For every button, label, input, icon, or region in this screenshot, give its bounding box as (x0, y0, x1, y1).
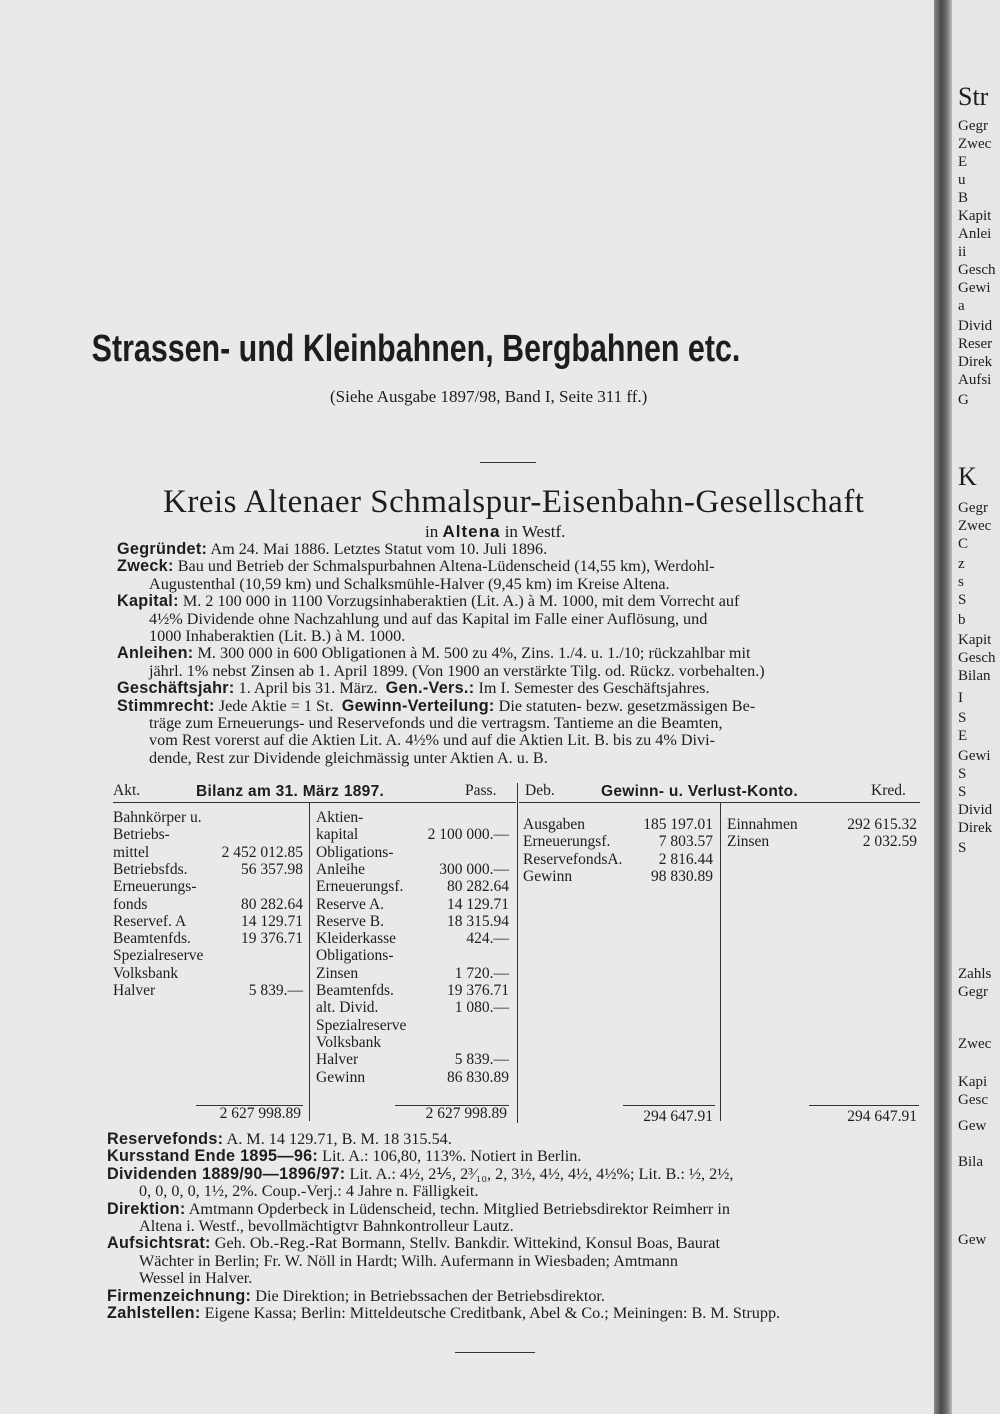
section-title: Strassen- und Kleinbahnen, Bergbahnen etc. (91, 328, 741, 370)
fragment-text: Gesch (958, 650, 996, 666)
ledger-label: Anleihe (316, 860, 366, 878)
sum-rule (809, 1105, 919, 1106)
paragraph-firmenzeichnung: Firmenzeichnung: Die Direktion; in Betriebssachen der Betriebsdirektor. (107, 1286, 605, 1305)
ledger-value: 98 830.89 (651, 867, 713, 885)
fragment-text: B (958, 190, 969, 206)
ledger-label: Zinsen (316, 964, 359, 982)
ledger-value: 300 000.— (439, 860, 509, 878)
paragraph-line: 1000 Inhaberaktien (Lit. B.) à M. 1000. (149, 627, 406, 646)
paragraph-geschaeftsjahr: Geschäftsjahr: 1. April bis 31. März. Gen.-Vers.: Im I. Semester des Geschäftsjahres. (117, 679, 710, 698)
paragraph-line: jährl. 1% nebst Zinsen ab 1. April 1899. (Von 1900 an verstärkte Tilg. od. Rückz. vorbehalten.) (149, 661, 765, 680)
fragment-text: b (958, 612, 966, 628)
ledger-label: Reservef. A (113, 912, 187, 930)
fragment-text: E (958, 154, 968, 170)
ledger-label: Betriebs- (113, 826, 170, 844)
ledger-value: 7 803.57 (658, 833, 713, 851)
ledger-value: 292 615.32 (847, 816, 917, 833)
balance-sheet (113, 783, 516, 1135)
paragraph-reservefonds: Reservefonds: A. M. 14 129.71, B. M. 18 315.54. (107, 1130, 452, 1148)
ledger-value: 1 080.— (454, 999, 509, 1017)
fragment-text: Gegr (958, 500, 988, 516)
sum-rule (623, 1105, 715, 1106)
fragment-text: Reser (958, 336, 993, 352)
paragraph-line: 0, 0, 0, 0, 1½, 2%. Coup.-Verj.: 4 Jahre n. Fälligkeit. (139, 1182, 479, 1201)
fragment-text: S (958, 784, 967, 800)
guv-left-header: Deb. (525, 782, 555, 799)
ledger-value: 86 830.89 (447, 1068, 509, 1086)
ledger-label: Bahnkörper u. (113, 809, 202, 826)
total-passiva: 2 627 998.89 (425, 1105, 507, 1122)
company-title: Kreis Altenaer Schmalspur-Eisenbahn-Gesellschaft (163, 484, 865, 520)
paragraph-stimmrecht: Stimmrecht: Jede Aktie = 1 St. Gewinn-Verteilung: Die statuten- bezw. gesetzmässigen Be- (117, 696, 756, 715)
column-divider (517, 783, 518, 1123)
fragment-text: Zwec (958, 1036, 992, 1052)
paragraph-line: Wessel in Halver. (139, 1269, 253, 1288)
column-divider (309, 803, 310, 1121)
fragment-text: C (958, 536, 969, 552)
fragment-text: Zwec (958, 518, 992, 534)
fragment-text: Zahls (958, 966, 992, 982)
paragraph-gegruendet: Gegründet: Am 24. Mai 1886. Letztes Statut vom 10. Juli 1896. (117, 540, 548, 558)
ledger-label: Halver (113, 982, 156, 999)
balance-title: Bilanz am 31. März 1897. (196, 783, 385, 800)
fragment-text: S (958, 840, 967, 856)
ledger-value: 2 816.44 (658, 850, 713, 868)
paragraph-aufsichtsrat: Aufsichtsrat: Geh. Ob.-Reg.-Rat Bormann, Stellv. Bankdir. Wittekind, Konsul Boas, Baurat (107, 1234, 720, 1253)
ledger-label: Beamtenfds. (316, 982, 394, 999)
total-credit: 294 647.91 (847, 1108, 917, 1125)
ledger-label: Einnahmen (727, 816, 798, 833)
ledger-label: Reserve A. (316, 895, 385, 913)
ledger-value: 14 129.71 (447, 895, 509, 913)
profit-loss-account (519, 783, 920, 1135)
fragment-text: Divid (958, 802, 993, 818)
ledger-value: 19 376.71 (447, 982, 509, 999)
fragment-text: G (958, 392, 969, 408)
paragraph-line: Altena i. Westf., bevollmächtigtvr Bahnkontrolleur Lautz. (139, 1217, 514, 1236)
company-city: Altena (442, 522, 501, 541)
rule (113, 802, 516, 803)
company-details (117, 541, 932, 767)
ledger-label: Kleiderkasse (316, 930, 397, 948)
ledger-value: 185 197.01 (643, 816, 713, 833)
fragment-text: Kapi (958, 1074, 988, 1090)
ledger-label: Halver (316, 1051, 359, 1069)
fragment-text: S (958, 710, 967, 726)
fragment-text: Bilan (958, 668, 991, 684)
ledger-value: 14 129.71 (241, 912, 303, 930)
ledger-value: 1 720.— (454, 964, 509, 982)
divider (480, 462, 536, 463)
ledger-label: Beamtenfds. (113, 930, 191, 948)
reference-note: (Siehe Ausgabe 1897/98, Band I, Seite 311 ff.) (330, 387, 648, 406)
fragment-text: Str (958, 82, 989, 111)
fragment-text: Kapit (958, 632, 992, 648)
ledger-label: Ausgaben (523, 816, 585, 833)
fragment-text: Gewi (958, 748, 991, 764)
fragment-text: ii (958, 244, 967, 260)
fragment-text: s (958, 574, 964, 590)
ledger-label: Spezialreserve (316, 1016, 407, 1034)
paragraph-direktion: Direktion: Amtmann Opderbeck in Lüdenscheid, techn. Mitglied Betriebsdirektor Reimherr in (107, 1199, 730, 1218)
fragment-text: Anlei (958, 226, 992, 242)
ledger-label: Obligations- (316, 947, 394, 965)
paragraph-line: 4½% Dividende ohne Nachzahlung und auf das Kapital im Falle einer Auflösung, und (149, 609, 708, 628)
paragraph-zweck: Zweck: Bau und Betrieb der Schmalspurbahnen Altena-Lüdenscheid (14,55 km), Werdohl- (117, 557, 715, 576)
ledger-value: 5 839.— (248, 982, 303, 999)
fragment-text: Direk (958, 354, 993, 370)
end-divider (455, 1352, 535, 1353)
ledger-label: Erneuerungsf. (523, 833, 611, 851)
total-debit: 294 647.91 (643, 1108, 713, 1125)
guv-right-header: Kred. (871, 782, 906, 799)
fragment-text: K (958, 462, 977, 491)
ledger-label: alt. Divid. (316, 999, 379, 1017)
ledger-label: mittel (113, 843, 150, 861)
fragment-text: Aufsi (958, 372, 992, 388)
fragment-text: Gegr (958, 118, 988, 134)
balance-left-header: Akt. (113, 782, 141, 799)
ledger-label: Volksbank (113, 964, 179, 982)
ledger-label: ReservefondsA. (523, 850, 623, 868)
ledger-label: Gewinn (316, 1068, 366, 1086)
ledger-label: kapital (316, 826, 359, 844)
fragment-text: a (958, 298, 965, 314)
footer-details (107, 1131, 922, 1322)
fragment-text: Direk (958, 820, 993, 836)
paragraph-line: dende, Rest zur Dividende gleichmässig unter Aktien A. u. B. (149, 748, 548, 767)
ledger-label: Zinsen (727, 833, 770, 851)
ledger-value: 2 032.59 (862, 833, 917, 851)
balance-right-header: Pass. (465, 782, 497, 799)
ledger-value: 2 452 012.85 (221, 843, 303, 861)
ledger-label: Erneuerungsf. (316, 878, 404, 896)
ledger-value: 19 376.71 (241, 930, 303, 948)
book-gutter (934, 0, 952, 1414)
fragment-text: z (958, 556, 965, 572)
ledger-label: Volksbank (316, 1033, 382, 1051)
column-divider (720, 803, 721, 1121)
fragment-text: Gesch (958, 262, 996, 278)
paragraph-kursstand: Kursstand Ende 1895—96: Lit. A.: 106,80, 113%. Notiert in Berlin. (107, 1147, 582, 1166)
ledger-value: 5 839.— (454, 1051, 509, 1069)
fragment-text: Gesc (958, 1092, 988, 1108)
fragment-text: Kapit (958, 208, 992, 224)
paragraph-zahlstellen: Zahlstellen: Eigene Kassa; Berlin: Mitteldeutsche Creditbank, Abel & Co.; Meiningen: B. M. Strupp. (107, 1304, 781, 1323)
fragment-text: Divid (958, 318, 993, 334)
fragment-text: E (958, 728, 968, 744)
fragment-text: Gegr (958, 984, 988, 1000)
paragraph-line: Augustenthal (10,59 km) und Schalksmühle-Halver (9,45 km) im Kreise Altena. (149, 574, 670, 593)
fragment-text: Zwec (958, 136, 992, 152)
fragment-text: I (958, 690, 963, 706)
paragraph-line: träge zum Erneuerungs- und Reservefonds und die vertragsm. Tantieme an die Beamten, (149, 714, 723, 733)
fragment-text: S (958, 592, 967, 608)
ledger-label: Erneuerungs- (113, 878, 197, 896)
company-location: in Altena in Westf. (425, 522, 566, 541)
fragment-text: S (958, 766, 967, 782)
paragraph-line: vom Rest vorerst auf die Aktien Lit. A. 4½% und auf die Aktien Lit. B. bis zu 4% Divi- (149, 731, 716, 750)
fragment-text: u (958, 172, 966, 188)
fragment-text: Gew (958, 1118, 987, 1134)
ledger-value: 80 282.64 (447, 878, 509, 896)
fragment-text: Gewi (958, 280, 991, 296)
ledger-value: 56 357.98 (241, 860, 303, 878)
ledger-value: 18 315.94 (447, 912, 509, 930)
ledger-label: Betriebsfds. (113, 860, 188, 878)
adjacent-page-fragment (952, 0, 1000, 1414)
ledger-label: Gewinn (523, 867, 573, 885)
ledger-label: Spezialreserve (113, 947, 204, 965)
paragraph-dividenden: Dividenden 1889/90—1896/97: Lit. A.: 4½, 2⅕, 2³⁄₁₀, 2, 3½, 4½, 4½, 4½%; Lit. B.: ½, 2½, (107, 1164, 734, 1183)
ledger-label: Obligations- (316, 843, 394, 861)
guv-title: Gewinn- u. Verlust-Konto. (601, 783, 798, 800)
paragraph-kapital: Kapital: M. 2 100 000 in 1100 Vorzugsinhaberaktien (Lit. A.) à M. 1000, mit dem Vorrecht auf (117, 592, 740, 611)
paragraph-line: Wächter in Berlin; Fr. W. Nöll in Hardt; Wilh. Aufermann in Wiesbaden; Amtmann (139, 1251, 678, 1270)
paragraph-anleihen: Anleihen: M. 300 000 in 600 Obligationen à M. 500 zu 4%, Zins. 1./4. u. 1./10; rückzahlbar mit (117, 644, 751, 663)
ledger-value: 424.— (466, 930, 509, 948)
total-aktiva: 2 627 998.89 (219, 1105, 301, 1122)
ledger-label: fonds (113, 895, 148, 913)
ledger-label: Aktien- (316, 809, 364, 826)
ledger-value: 2 100 000.— (427, 826, 509, 844)
ledger-label: Reserve B. (316, 912, 385, 930)
fragment-text: Bila (958, 1154, 983, 1170)
ledger-value: 80 282.64 (241, 895, 303, 913)
fragment-text: Gew (958, 1232, 987, 1248)
